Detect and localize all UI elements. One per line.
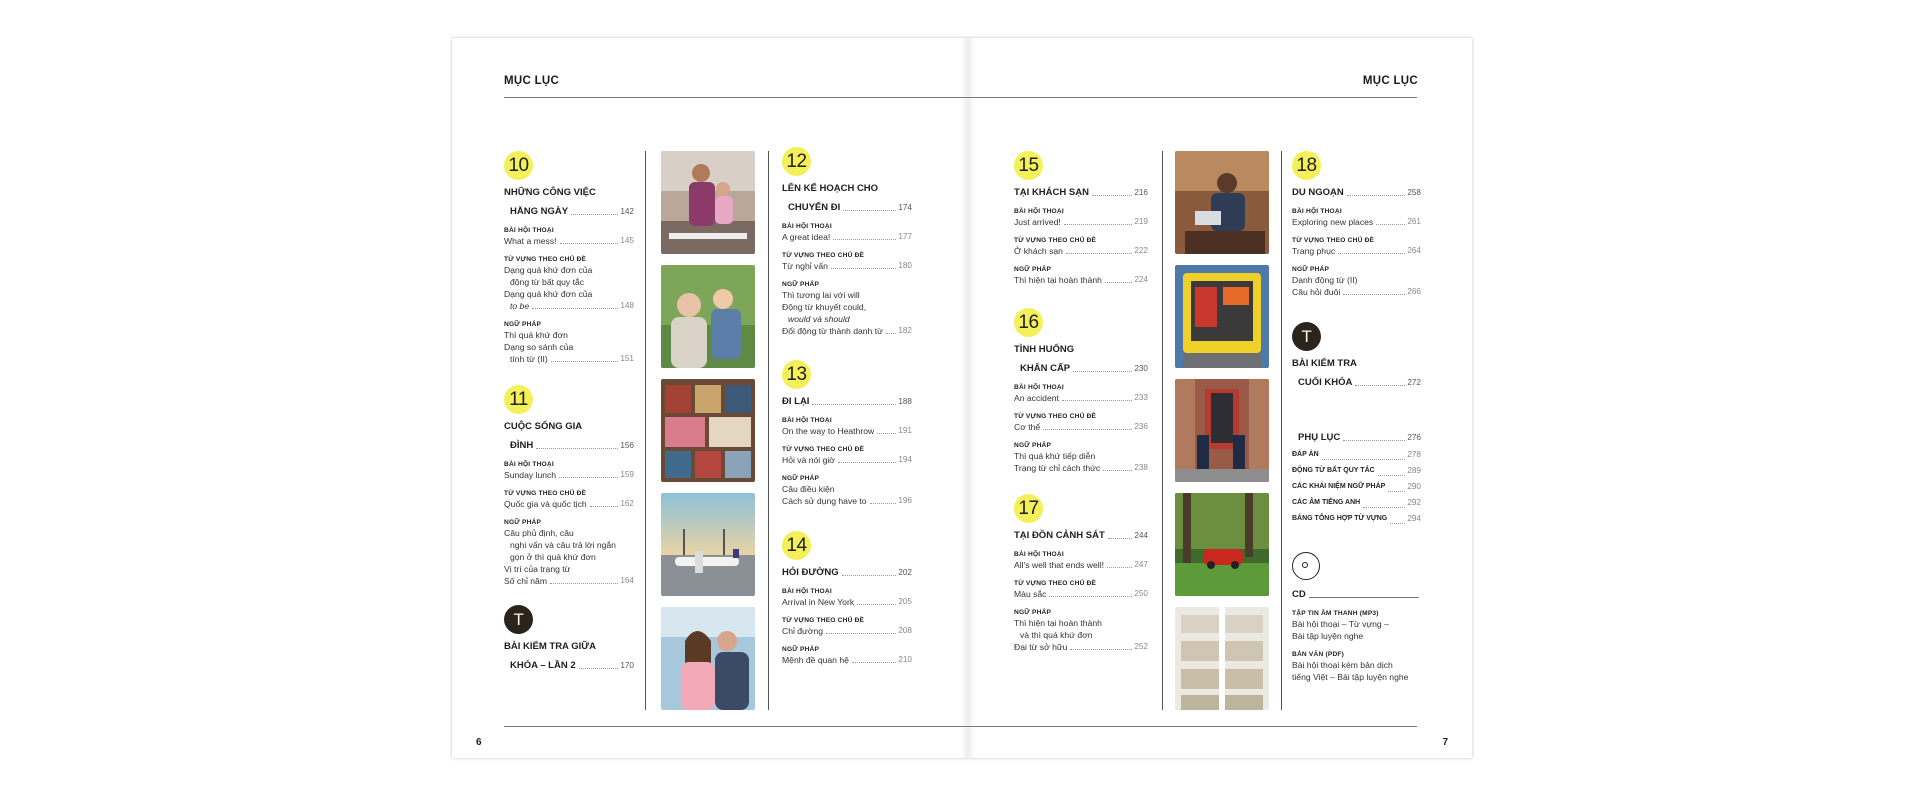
page-ref: 258 xyxy=(1407,188,1421,197)
library-interior-photo xyxy=(1175,607,1269,710)
page-ref: 202 xyxy=(898,568,912,577)
column-divider xyxy=(645,151,646,710)
section-label: TẬP TIN ÂM THANH (MP3) xyxy=(1292,610,1379,617)
toc-entry[interactable]: would và should xyxy=(788,314,850,324)
page-ref: 292 xyxy=(1407,498,1421,507)
toc-entry[interactable]: và thì quá khứ đơn xyxy=(1020,630,1093,640)
section-label: NGỮ PHÁP xyxy=(1014,442,1052,449)
toc-entry[interactable]: Thì quá khứ tiếp diễn xyxy=(1014,451,1096,461)
unit-18[interactable] xyxy=(1292,151,1421,298)
toc-entry[interactable]: Cơ thể 236 xyxy=(1014,422,1148,432)
unit-16[interactable] xyxy=(1014,308,1148,474)
cd-label: CD xyxy=(1292,589,1306,600)
page-ref: 196 xyxy=(898,496,912,505)
page-ref: 145 xyxy=(620,236,634,245)
column-divider xyxy=(768,151,769,710)
unit-17[interactable] xyxy=(1014,494,1148,653)
unit-14[interactable] xyxy=(782,531,912,666)
page-ref: 222 xyxy=(1134,246,1148,255)
toc-entry[interactable]: Just arrived! 219 xyxy=(1014,217,1148,227)
page-ref: 264 xyxy=(1407,246,1421,255)
unit-title-line: TẠI ĐỒN CẢNH SÁT xyxy=(1014,530,1105,541)
page-ref: 177 xyxy=(898,232,912,241)
toc-entry[interactable]: Câu hỏi đuôi 266 xyxy=(1292,287,1421,297)
unit-number-badge: 12 xyxy=(782,147,811,176)
red-car-forest-photo xyxy=(1175,493,1269,596)
section-label: BẢN VĂN (PDF) xyxy=(1292,651,1345,658)
toc-entry[interactable]: Số chỉ năm 164 xyxy=(504,576,634,586)
toc-entry[interactable]: Câu phủ định, câu xyxy=(504,528,574,538)
page-ref: 272 xyxy=(1407,378,1421,387)
page-ref: 188 xyxy=(898,397,912,406)
unit-number-badge: 17 xyxy=(1014,494,1043,523)
toc-entry[interactable]: Câu điều kiện xyxy=(782,484,835,494)
section-label: BÀI HỘI THOẠI xyxy=(1014,551,1064,558)
left-header-title: MỤC LỤC xyxy=(504,75,560,87)
section-label: BÀI HỘI THOẠI xyxy=(1014,384,1064,391)
page-ref: 276 xyxy=(1407,433,1421,442)
toc-entry[interactable]: Thì tương lai với will xyxy=(782,290,860,300)
section-label: BÀI HỘI THOẠI xyxy=(782,417,832,424)
family-cooking-photo xyxy=(661,151,755,254)
page-ref: 216 xyxy=(1134,188,1148,197)
mid-course-test[interactable] xyxy=(504,605,634,672)
unit-12[interactable] xyxy=(782,147,912,337)
unit-13[interactable] xyxy=(782,360,912,507)
page-ref: 159 xyxy=(620,470,634,479)
unit-title-line: LÊN KẾ HOẠCH CHO xyxy=(782,183,879,194)
footer-rule xyxy=(504,726,1417,727)
page-ref: 266 xyxy=(1407,287,1421,296)
left-page-number: 6 xyxy=(476,737,482,748)
section-label: TỪ VỰNG THEO CHỦ ĐỀ xyxy=(782,252,865,259)
page-ref: 250 xyxy=(1134,589,1148,598)
unit-title-line: CUỐI KHÓA xyxy=(1298,377,1353,388)
toc-entry[interactable]: Động từ khuyết could, xyxy=(782,302,867,312)
toc-entry[interactable]: Danh động từ (II) xyxy=(1292,275,1358,285)
section-label: TỪ VỰNG THEO CHỦ ĐỀ xyxy=(1014,413,1097,420)
section-label: NGỮ PHÁP xyxy=(1014,609,1052,616)
unit-title-line: BÀI KIỂM TRA xyxy=(1292,358,1357,369)
appendix-item[interactable]: BẢNG TỔNG HỢP TỪ VỰNG 294 xyxy=(1292,511,1421,527)
book-spread xyxy=(452,38,1472,758)
grandfather-child-photo xyxy=(661,265,755,368)
page-ref: 182 xyxy=(898,326,912,335)
page-ref: 156 xyxy=(620,441,634,450)
page-ref: 164 xyxy=(620,576,634,585)
section-label: TỪ VỰNG THEO CHỦ ĐỀ xyxy=(504,256,587,263)
toc-entry[interactable]: All's well that ends well! 247 xyxy=(1014,560,1148,570)
unit-10[interactable] xyxy=(504,151,634,365)
airport-plane-photo xyxy=(661,493,755,596)
page-ref: 194 xyxy=(898,455,912,464)
unit-number-badge: 11 xyxy=(504,385,533,414)
toc-entry[interactable]: Từ nghỉ vấn 180 xyxy=(782,261,912,271)
toc-entry[interactable]: Đại từ sở hữu 252 xyxy=(1014,642,1148,652)
appendix-item[interactable]: CÁC ÂM TIẾNG ANH 292 xyxy=(1292,495,1421,511)
page-ref: 191 xyxy=(898,426,912,435)
unit-title-line: KHÓA – LẦN 2 xyxy=(510,660,576,671)
section-label: BÀI HỘI THOẠI xyxy=(504,227,554,234)
page-ref: 247 xyxy=(1134,560,1148,569)
page-ref: 170 xyxy=(620,661,634,670)
toc-entry[interactable]: Thì hiện tại hoàn thành xyxy=(1014,618,1102,628)
appendix[interactable] xyxy=(1292,425,1421,527)
page-ref: 294 xyxy=(1407,514,1421,523)
toc-entry[interactable]: nghi vấn và câu trả lời ngắn xyxy=(510,540,616,550)
unit-number-badge: 14 xyxy=(782,531,811,560)
unit-15[interactable] xyxy=(1014,151,1148,286)
toc-entry[interactable]: Thì hiện tại hoàn thành 224 xyxy=(1014,275,1148,285)
page-ref: 278 xyxy=(1407,450,1421,459)
page-ref: 148 xyxy=(620,301,634,310)
test-badge: T xyxy=(504,605,533,634)
toc-entry[interactable]: What a mess! 145 xyxy=(504,236,634,246)
header-rule xyxy=(504,97,1417,98)
toc-entry[interactable]: to be 148 xyxy=(510,301,634,311)
unit-title-line: NHỮNG CÔNG VIỆC xyxy=(504,187,596,198)
page-ref: 238 xyxy=(1134,463,1148,472)
page-ref: 162 xyxy=(620,499,634,508)
cd-section[interactable] xyxy=(1292,552,1421,683)
toc-entry[interactable]: động từ bất quy tắc xyxy=(510,277,585,287)
section-label: TỪ VỰNG THEO CHỦ ĐỀ xyxy=(1014,580,1097,587)
toc-entry[interactable]: Thì quá khứ đơn xyxy=(504,330,568,340)
section-label: BÀI HỘI THOẠI xyxy=(782,588,832,595)
section-label: TỪ VỰNG THEO CHỦ ĐỀ xyxy=(504,490,587,497)
section-label: TỪ VỰNG THEO CHỦ ĐỀ xyxy=(782,446,865,453)
left-photo-column xyxy=(661,151,755,711)
toc-entry[interactable]: Vị trí của trạng từ xyxy=(504,564,571,574)
unit-number-badge: 13 xyxy=(782,360,811,389)
column-divider xyxy=(1281,151,1282,710)
page-ref: 208 xyxy=(898,626,912,635)
unit-title-line: KHẨN CẤP xyxy=(1020,363,1071,374)
page-ref: 142 xyxy=(620,207,634,216)
unit-title-line: CHUYẾN ĐI xyxy=(788,202,841,213)
toc-entry[interactable]: gọn ở thì quá khứ đơn xyxy=(510,552,596,562)
page-ref: 180 xyxy=(898,261,912,270)
right-photo-column xyxy=(1175,151,1269,711)
section-label: NGỮ PHÁP xyxy=(782,281,820,288)
right-page-number: 7 xyxy=(1442,737,1448,748)
unit-title-line: DU NGOẠN xyxy=(1292,187,1344,198)
toc-entry[interactable]: Màu sắc 250 xyxy=(1014,589,1148,599)
section-label: BÀI HỘI THOẠI xyxy=(504,461,554,468)
page-fold xyxy=(961,38,975,758)
unit-number-badge: 16 xyxy=(1014,308,1043,337)
unit-number-badge: 10 xyxy=(504,151,533,180)
page-ref: 233 xyxy=(1134,393,1148,402)
page-ref: 261 xyxy=(1407,217,1421,226)
section-label: TỪ VỰNG THEO CHỦ ĐỀ xyxy=(1014,237,1097,244)
toc-entry[interactable]: Trạng từ chỉ cách thức 238 xyxy=(1014,463,1148,473)
toc-entry[interactable]: On the way to Heathrow 191 xyxy=(782,426,912,436)
toc-entry[interactable]: Quốc gia và quốc tịch 162 xyxy=(504,499,634,509)
toc-entry[interactable]: Dạng so sánh của xyxy=(504,342,574,352)
unit-number-badge: 15 xyxy=(1014,151,1043,180)
unit-title-line: HẰNG NGÀY xyxy=(510,206,569,217)
right-header-title: MỤC LỤC xyxy=(1362,75,1418,87)
section-label: BÀI HỘI THOẠI xyxy=(1292,208,1342,215)
cd-entry[interactable]: Bài hội thoại kèm bản dịch xyxy=(1292,660,1393,670)
final-test[interactable] xyxy=(1292,322,1421,389)
toc-entry[interactable]: Cách sử dụng have to 196 xyxy=(782,496,912,506)
section-label: NGỮ PHÁP xyxy=(1292,266,1330,273)
appendix-item[interactable]: ĐỘNG TỪ BẤT QUY TẮC 289 xyxy=(1292,463,1421,479)
clothes-shelf-photo xyxy=(661,379,755,482)
unit-title-line: CUỘC SỐNG GIA xyxy=(504,421,583,432)
page-ref: 230 xyxy=(1134,364,1148,373)
section-label: NGỮ PHÁP xyxy=(782,646,820,653)
page-ref: 205 xyxy=(898,597,912,606)
test-badge: T xyxy=(1292,322,1321,351)
police-station-photo xyxy=(1175,379,1269,482)
unit-title-line: TẠI KHÁCH SẠN xyxy=(1014,187,1089,198)
toc-entry[interactable]: Đổi động từ thành danh từ 182 xyxy=(782,326,912,336)
section-label: NGỮ PHÁP xyxy=(1014,266,1052,273)
section-label: BÀI HỘI THOẠI xyxy=(782,223,832,230)
section-label: BÀI HỘI THOẠI xyxy=(1014,208,1064,215)
section-label: NGỮ PHÁP xyxy=(782,475,820,482)
toc-entry[interactable]: Sunday lunch 159 xyxy=(504,470,634,480)
unit-number-badge: 18 xyxy=(1292,151,1321,180)
toc-entry[interactable]: tính từ (II) 151 xyxy=(510,354,634,364)
appendix-title: PHỤ LỤC xyxy=(1298,432,1341,443)
page-ref: 289 xyxy=(1407,466,1421,475)
unit-title-line: ĐI LẠI xyxy=(782,396,810,407)
cd-entry[interactable]: Bài hội thoại – Từ vựng – xyxy=(1292,619,1389,629)
toc-entry[interactable]: Trang phục 264 xyxy=(1292,246,1421,256)
appendix-item[interactable]: ĐÁP ÁN 278 xyxy=(1292,447,1421,463)
cd-icon xyxy=(1292,552,1320,580)
toc-entry[interactable]: Ở khách sạn 222 xyxy=(1014,246,1148,256)
toc-entry[interactable]: Hỏi và nói giờ 194 xyxy=(782,455,912,465)
page-ref: 219 xyxy=(1134,217,1148,226)
businessman-laptop-photo xyxy=(1175,151,1269,254)
column-divider xyxy=(1162,151,1163,710)
page-ref: 252 xyxy=(1134,642,1148,651)
section-label: TỪ VỰNG THEO CHỦ ĐỀ xyxy=(1292,237,1375,244)
cd-entry[interactable]: Bài tập luyện nghe xyxy=(1292,631,1364,641)
section-label: NGỮ PHÁP xyxy=(504,519,542,526)
appendix-item[interactable]: CÁC KHÁI NIỆM NGỮ PHÁP 290 xyxy=(1292,479,1421,495)
page-ref: 174 xyxy=(898,203,912,212)
toc-entry[interactable]: Dạng quá khứ đơn của xyxy=(504,289,593,299)
toc-entry[interactable]: Mệnh đề quan hệ 210 xyxy=(782,655,912,665)
page-ref: 224 xyxy=(1134,275,1148,284)
page-ref: 210 xyxy=(898,655,912,664)
cd-entry[interactable]: tiếng Việt – Bài tập luyện nghe xyxy=(1292,672,1409,682)
toc-entry[interactable]: Exploring new places 261 xyxy=(1292,217,1421,227)
ambulance-photo xyxy=(1175,265,1269,368)
section-label: NGỮ PHÁP xyxy=(504,321,542,328)
toc-entry[interactable]: Chỉ đường 208 xyxy=(782,626,912,636)
unit-title-line: HỎI ĐƯỜNG xyxy=(782,567,839,578)
page-ref: 290 xyxy=(1407,482,1421,491)
toc-entry[interactable]: An accident 233 xyxy=(1014,393,1148,403)
couple-smiling-photo xyxy=(661,607,755,710)
toc-entry[interactable]: Arrival in New York 205 xyxy=(782,597,912,607)
unit-11[interactable] xyxy=(504,385,634,587)
unit-title-line: ĐÌNH xyxy=(510,440,534,451)
toc-entry[interactable]: Dạng quá khứ đơn của xyxy=(504,265,593,275)
unit-title-line: TÌNH HUỐNG xyxy=(1014,344,1075,355)
page-ref: 236 xyxy=(1134,422,1148,431)
page-ref: 244 xyxy=(1134,531,1148,540)
unit-title-line: BÀI KIỂM TRA GIỮA xyxy=(504,641,596,652)
section-label: TỪ VỰNG THEO CHỦ ĐỀ xyxy=(782,617,865,624)
toc-entry[interactable]: A great idea! 177 xyxy=(782,232,912,242)
page-ref: 151 xyxy=(620,354,634,363)
